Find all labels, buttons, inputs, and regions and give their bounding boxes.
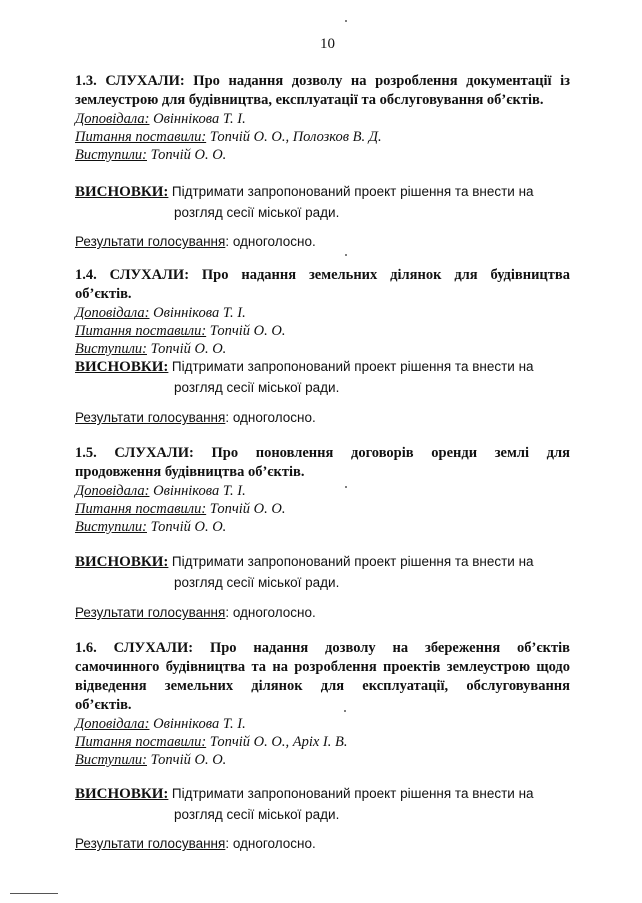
questions-line: [75, 733, 570, 751]
speakers-label: Виступили:: [75, 341, 147, 357]
heading-line: землеустрою для будівництва, експлуатації та обслуговування об’єктів.: [75, 92, 544, 108]
vote-result-1-5: [75, 605, 316, 620]
speakers-names: Топчій О. О.: [150, 147, 227, 163]
speakers-names: Топчій О. О.: [150, 519, 227, 535]
reporter-label: Доповідала:: [75, 483, 150, 499]
heading-line: продовження будівництва об’єктів.: [75, 464, 305, 480]
questions-names: Топчій О. О., Полозков В. Д.: [209, 129, 382, 145]
conclusion-label: ВИСНОВКИ:: [75, 359, 169, 375]
agenda-heading: [75, 639, 570, 715]
questions-names: Топчій О. О., Аріх І. В.: [209, 734, 348, 750]
questions-label: Питання поставили:: [75, 323, 207, 339]
questions-names: Топчій О. О.: [209, 501, 286, 517]
conclusion-label: ВИСНОВКИ:: [75, 554, 169, 570]
agenda-item-1-3: [75, 72, 570, 164]
conclusion-text-continued: розгляд сесії міської ради.: [174, 807, 340, 822]
heading-line: 1.6. СЛУХАЛИ: Про надання дозволу на збереження об’єктів: [75, 640, 570, 656]
agenda-heading: [75, 266, 570, 304]
heading-line: 1.3. СЛУХАЛИ: Про надання дозволу на розроблення документації із: [75, 73, 570, 89]
vote-result-value: : одноголосно.: [225, 605, 316, 620]
reporter-label: Доповідала:: [75, 305, 150, 321]
speakers-label: Виступили:: [75, 519, 147, 535]
vote-result-label: Результати голосування: [75, 410, 226, 425]
questions-line: [75, 322, 570, 340]
reporter-name: Овіннікова Т. І.: [153, 305, 246, 321]
vote-result-value: : одноголосно.: [225, 836, 316, 851]
vote-result-value: : одноголосно.: [225, 410, 316, 425]
questions-line: [75, 128, 570, 146]
vote-result-1-3: [75, 234, 316, 249]
conclusion-1-3: [75, 182, 570, 223]
reporter-name: Овіннікова Т. І.: [153, 483, 246, 499]
conclusion-text-continued: розгляд сесії міської ради.: [174, 575, 340, 590]
agenda-item-1-4: [75, 266, 570, 358]
scan-speck: [345, 254, 347, 256]
conclusion-label: ВИСНОВКИ:: [75, 786, 169, 802]
speakers-line: [75, 518, 570, 536]
reporter-label: Доповідала:: [75, 716, 150, 732]
speakers-label: Виступили:: [75, 147, 147, 163]
questions-line: [75, 500, 570, 518]
scan-speck: [345, 486, 347, 488]
heading-line: об’єктів.: [75, 697, 132, 713]
conclusion-1-5: [75, 552, 570, 593]
reporter-line: [75, 715, 570, 733]
conclusion-text: Підтримати запропонований проект рішення та внести на: [171, 786, 534, 801]
conclusion-text: Підтримати запропонований проект рішення та внести на: [171, 554, 534, 569]
heading-line: відведення земельних ділянок для експлуатації, обслуговування: [75, 678, 570, 694]
vote-result-1-6: [75, 836, 316, 851]
vote-result-value: : одноголосно.: [225, 234, 316, 249]
heading-line: 1.5. СЛУХАЛИ: Про поновлення договорів оренди землі для: [75, 445, 570, 461]
conclusion-1-6: [75, 784, 570, 825]
scan-speck: [344, 710, 346, 712]
reporter-label: Доповідала:: [75, 111, 150, 127]
agenda-heading: [75, 72, 570, 110]
conclusion-1-4: [75, 357, 570, 398]
reporter-name: Овіннікова Т. І.: [153, 716, 246, 732]
questions-label: Питання поставили:: [75, 734, 207, 750]
conclusion-text-continued: розгляд сесії міської ради.: [174, 380, 340, 395]
reporter-line: [75, 304, 570, 322]
speakers-names: Топчій О. О.: [150, 752, 227, 768]
speakers-label: Виступили:: [75, 752, 147, 768]
reporter-line: [75, 110, 570, 128]
scan-speck: [345, 20, 347, 22]
agenda-heading: [75, 444, 570, 482]
vote-result-label: Результати голосування: [75, 605, 226, 620]
agenda-item-1-6: [75, 639, 570, 769]
conclusion-text-continued: розгляд сесії міської ради.: [174, 205, 340, 220]
heading-line: об’єктів.: [75, 286, 132, 302]
heading-line: 1.4. СЛУХАЛИ: Про надання земельних ділянок для будівництва: [75, 267, 570, 283]
speakers-names: Топчій О. О.: [150, 341, 227, 357]
questions-label: Питання поставили:: [75, 129, 207, 145]
questions-label: Питання поставили:: [75, 501, 207, 517]
speakers-line: [75, 340, 570, 358]
conclusion-label: ВИСНОВКИ:: [75, 184, 169, 200]
reporter-line: [75, 482, 570, 500]
footer-rule: [10, 893, 58, 894]
vote-result-1-4: [75, 410, 316, 425]
conclusion-text: Підтримати запропонований проект рішення та внести на: [171, 359, 534, 374]
questions-names: Топчій О. О.: [209, 323, 286, 339]
vote-result-label: Результати голосування: [75, 836, 226, 851]
reporter-name: Овіннікова Т. І.: [153, 111, 246, 127]
heading-line: самочинного будівництва та на розроблення проектів землеустрою щодо: [75, 659, 570, 675]
speakers-line: [75, 146, 570, 164]
agenda-item-1-5: [75, 444, 570, 536]
conclusion-text: Підтримати запропонований проект рішення та внести на: [171, 184, 534, 199]
vote-result-label: Результати голосування: [75, 234, 226, 249]
speakers-line: [75, 751, 570, 769]
page-number: 10: [320, 36, 335, 52]
